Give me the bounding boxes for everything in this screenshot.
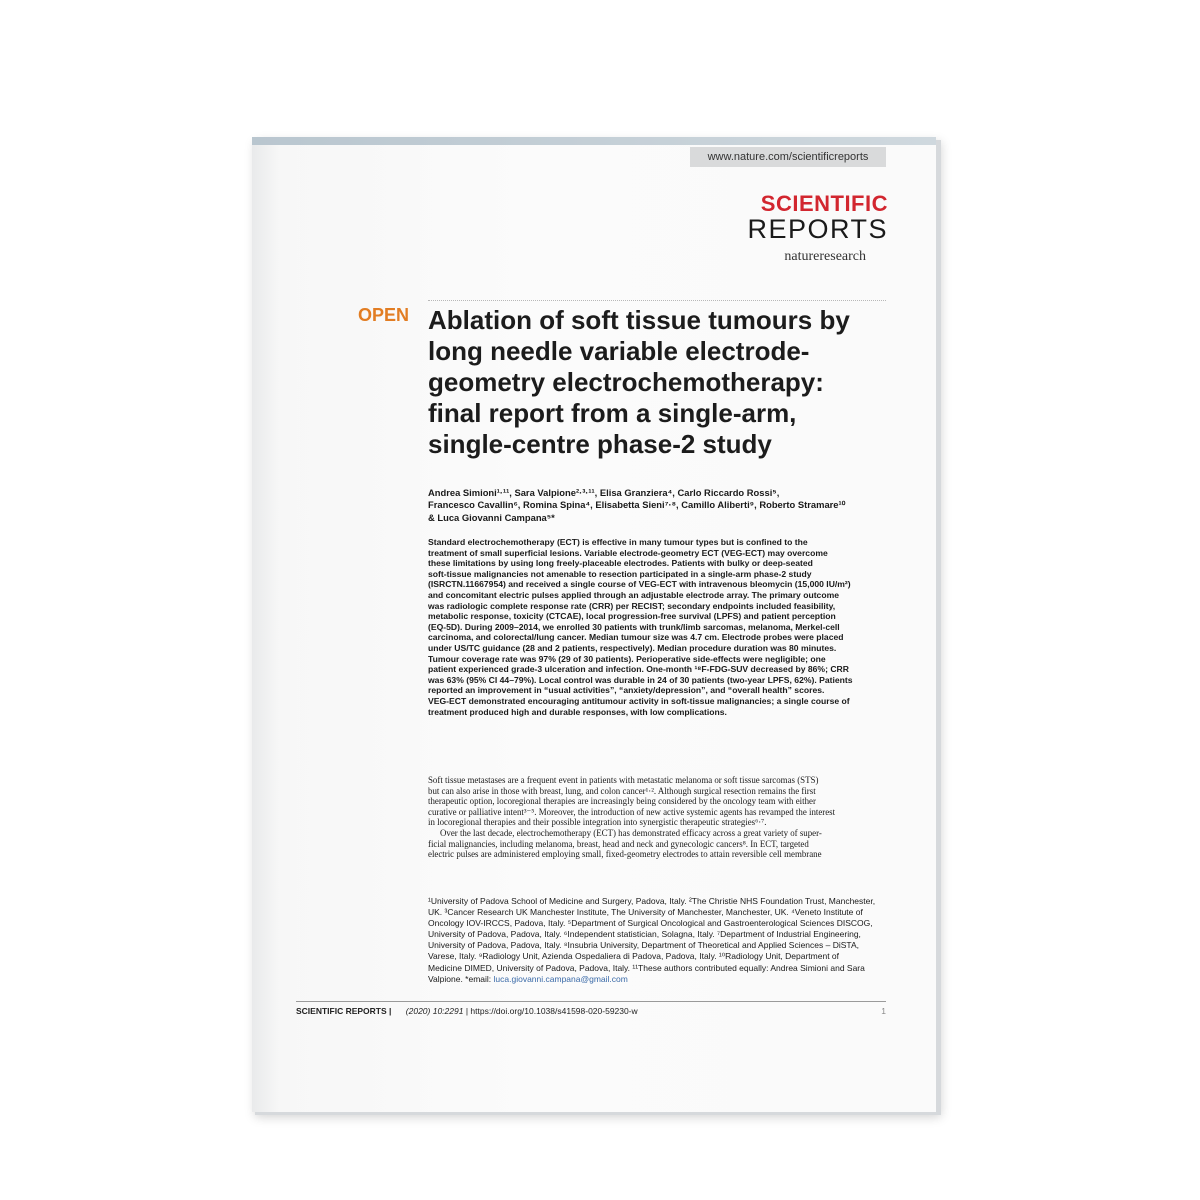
abstract-line: carcinoma, and colorectal/lung cancer. Median tumour size was 4.7 cm. Electrode probes were placed [428,632,844,643]
title-line: Ablation of soft tissue tumours by [428,305,850,335]
abstract-line: Standard electrochemotherapy (ECT) is effective in many tumour types but is confined to the [428,537,808,547]
author-line: Andrea Simioni¹·¹¹, Sara Valpione²·³·¹¹, Elisa Granziera⁴, Carlo Riccardo Rossi⁵, [428,487,780,498]
abstract-line: VEG-ECT demonstrated encouraging antitumour activity in soft-tissue malignancies; a single course of [428,695,850,706]
abstract-line: was 63% (95% CI 44–79%). Local control was durable in 24 of 30 patients (two-year LPFS, 62%). Patients [428,674,853,685]
abstract-line: reported an improvement in “usual activities”, “anxiety/depression”, and “overall health” scores. [428,685,825,696]
title-line: single-centre phase-2 study [428,429,772,459]
footer-doi[interactable]: | https://doi.org/10.1038/s41598-020-59230-w [465,1006,638,1016]
abstract-line: treatment produced high and durable responses, with low complications. [428,706,727,717]
page-number: 1 [881,1006,886,1016]
abstract-line: patient experienced grade-3 ulceration and infection. One-month ¹⁸F-FDG-SUV decreased by 86%; CRR [428,664,849,675]
affiliation-line: UK. ³Cancer Research UK Manchester Institute, The University of Manchester, Manchester, UK. ⁴Veneto Institute of [428,907,863,918]
body-line: but can also arise in those with breast, lung, and colon cancer¹·². Although surgical resection remains the first [428,785,816,796]
abstract-line: and concomitant electric pulses applied through an adjustable electrode array. The primary outcome [428,589,840,600]
author-list [428,487,888,524]
body-text [428,775,888,860]
footer-divider [296,1001,886,1002]
body-line: in locoregional therapies and their possible integration into synergistic therapeutic strategies⁶·⁷. [428,817,767,828]
abstract-line: was radiologic complete response rate (CRR) per RECIST; secondary endpoints included feasibility, [428,600,836,611]
body-line: curative or palliative intent³⁻⁵. Moreover, the introduction of new active systemic agents has revamped the interest [428,806,836,817]
body-line: electric pulses are administered employing small, fixed-geometry electrodes to attain reversible cell membrane [428,849,822,860]
affiliation-line: ¹University of Padova School of Medicine and Surgery, Padova, Italy. ²The Christie NHS Foundation Trust, Manchester, [428,896,876,906]
abstract-line: metabolic response, toxicity (CTCAE), local progression-free survival (LPFS) and patient perception [428,611,836,622]
page-footer [296,1006,886,1016]
abstract-line: Tumour coverage rate was 97% (29 of 30 patients). Perioperative side-effects were negligible; one [428,653,826,664]
article-title [428,305,886,460]
abstract-line: soft-tissue malignancies not amenable to resection participated in a single-arm phase-2 study [428,568,812,579]
footer-citation: (2020) 10:2291 [405,1006,464,1016]
journal-url[interactable]: www.nature.com/scientificreports [690,147,886,167]
body-line: therapeutic option, locoregional therapies are increasingly being considered by the oncology team with either [428,796,816,807]
author-line: & Luca Giovanni Campana⁵* [428,511,555,523]
affiliations [428,896,888,985]
affiliation-line: Oncology IOV-IRCCS, Padova, Italy. ⁵Department of Surgical Oncological and Gastroenterological Sciences DISCOG, [428,918,873,929]
abstract-line: treatment of small superficial lesions. Variable electrode-geometry ECT (VEG-ECT) may overcome [428,547,828,558]
abstract-line: under US/TC guidance (28 and 2 patients, respectively). Median procedure duration was 80 minutes. [428,642,837,653]
journal-name-line2: REPORTS [747,214,888,244]
title-line: final report from a single-arm, [428,398,797,428]
abstract-line: these limitations by using long freely-placeable electrodes. Patients with bulky or deep-seated [428,558,813,569]
abstract-line: (ISRCTN.11667954) and received a single course of VEG-ECT with intravenous bleomycin (15,000 IU/m²) [428,579,851,590]
affiliation-line: University of Padova, Padova, Italy. ⁸Insubria University, Department of Theoretical and Applied Sciences – DiSTA, [428,940,859,951]
journal-name-line1: SCIENTIFIC [760,191,888,216]
affiliation-line: Medicine DIMED, University of Padova, Padova, Italy. ¹¹These authors contributed equally: Andrea Simioni and Sara [428,962,865,973]
title-line: long needle variable electrode- [428,336,810,366]
title-line: geometry electrochemotherapy: [428,367,824,397]
author-line: Francesco Cavallin⁶, Romina Spina⁴, Elisabetta Sieni⁷·⁸, Camillo Aliberti⁹, Roberto Stramare¹⁰ [428,499,846,511]
abstract-line: (EQ-5D). During 2009–2014, we enrolled 30 patients with trunk/limb sarcomas, melanoma, Merkel-cell [428,621,840,632]
footer-journal: SCIENTIFIC REPORTS | [296,1006,392,1016]
affiliation-line: University of Padova, Padova, Italy. ⁶Independent statistician, Solagna, Italy. ⁷Department of Industrial Engineering, [428,929,861,940]
body-line: Over the last decade, electrochemotherapy (ECT) has demonstrated efficacy across a great variety of super- [440,827,822,838]
corresponding-email-link[interactable]: luca.giovanni.campana@gmail.com [493,973,628,984]
journal-logo [747,193,888,265]
paper-page [252,137,936,1112]
open-access-label: OPEN [358,305,410,325]
abstract [428,537,888,717]
title-divider [428,300,886,301]
publisher-name: natureresearch [784,249,866,264]
affiliation-tail: Valpione. *email: [428,973,494,984]
top-strip [252,137,936,145]
body-line: Soft tissue metastases are a frequent event in patients with metastatic melanoma or soft tissue sarcomas (STS) [428,775,819,785]
body-line: ficial malignancies, including melanoma, breast, head and neck and gynecologic cancers⁸. In ECT, targeted [428,838,809,849]
affiliation-line-last [428,974,888,985]
affiliation-line: Varese, Italy. ⁹Radiology Unit, Azienda Ospedaliera di Padova, Padova, Italy. ¹⁰Radiology Unit, Department of [428,951,840,962]
